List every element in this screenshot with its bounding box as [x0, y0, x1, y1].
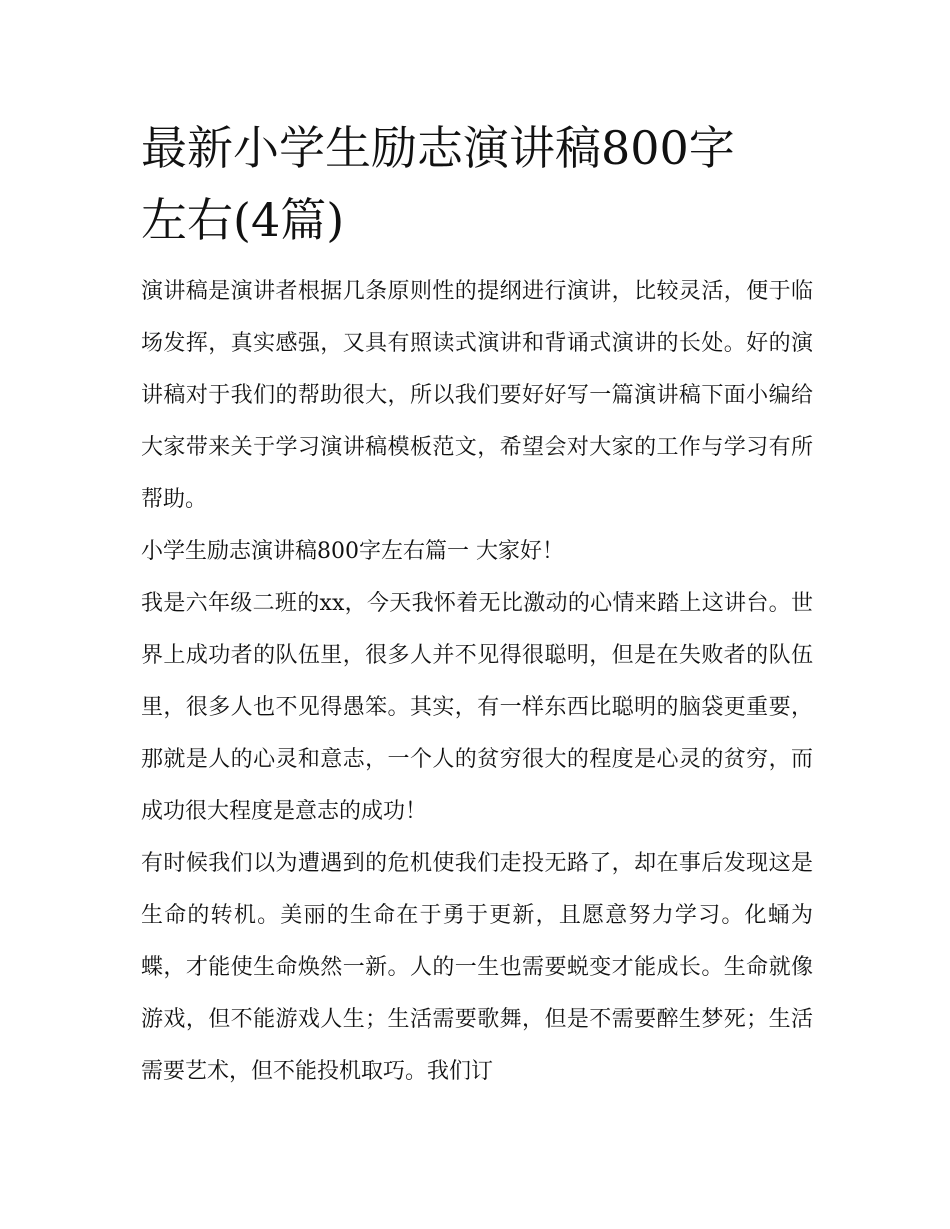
document-title-line-1: 最新小学生励志演讲稿800字 [141, 121, 735, 175]
body-paragraph: 我是六年级二班的xx，今天我怀着无比激动的心情来踏上这讲台。世界上成功者的队伍里，很多人并不见得很聪明，但是在失败者的队伍里，很多人也不见得愚笨。其实，有一样东西比聪明的脑袋更重要，那就是人的心灵和意志，一个人的贫穷很大的程度是心灵的贫穷，而成功很大程度是意志的成功！ [141, 591, 813, 824]
document-title-line-2: 左右(4篇) [141, 193, 345, 247]
body-paragraph: 有时候我们以为遭遇到的危机使我们走投无路了，却在事后发现这是生命的转机。美丽的生命在于勇于更新，且愿意努力学习。化蛹为蝶，才能使生命焕然一新。人的一生也需要蜕变才能成长。生命就像游戏，但不能游戏人生；生活需要歌舞，但是不需要醉生梦死；生活需要艺术，但不能投机取巧。我们订 [141, 851, 813, 1084]
document-body [141, 112, 813, 1098]
speech-heading-paragraph: 小学生励志演讲稿800字左右篇一 大家好！ [141, 539, 564, 564]
document-title [141, 112, 813, 256]
intro-paragraph: 演讲稿是演讲者根据几条原则性的提纲进行演讲，比较灵活，便于临场发挥，真实感强，又具有照读式演讲和背诵式演讲的长处。好的演讲稿对于我们的帮助很大，所以我们要好好写一篇演讲稿下面小编给大家带来关于学习演讲稿模板范文，希望会对大家的工作与学习有所帮助。 [141, 279, 813, 512]
